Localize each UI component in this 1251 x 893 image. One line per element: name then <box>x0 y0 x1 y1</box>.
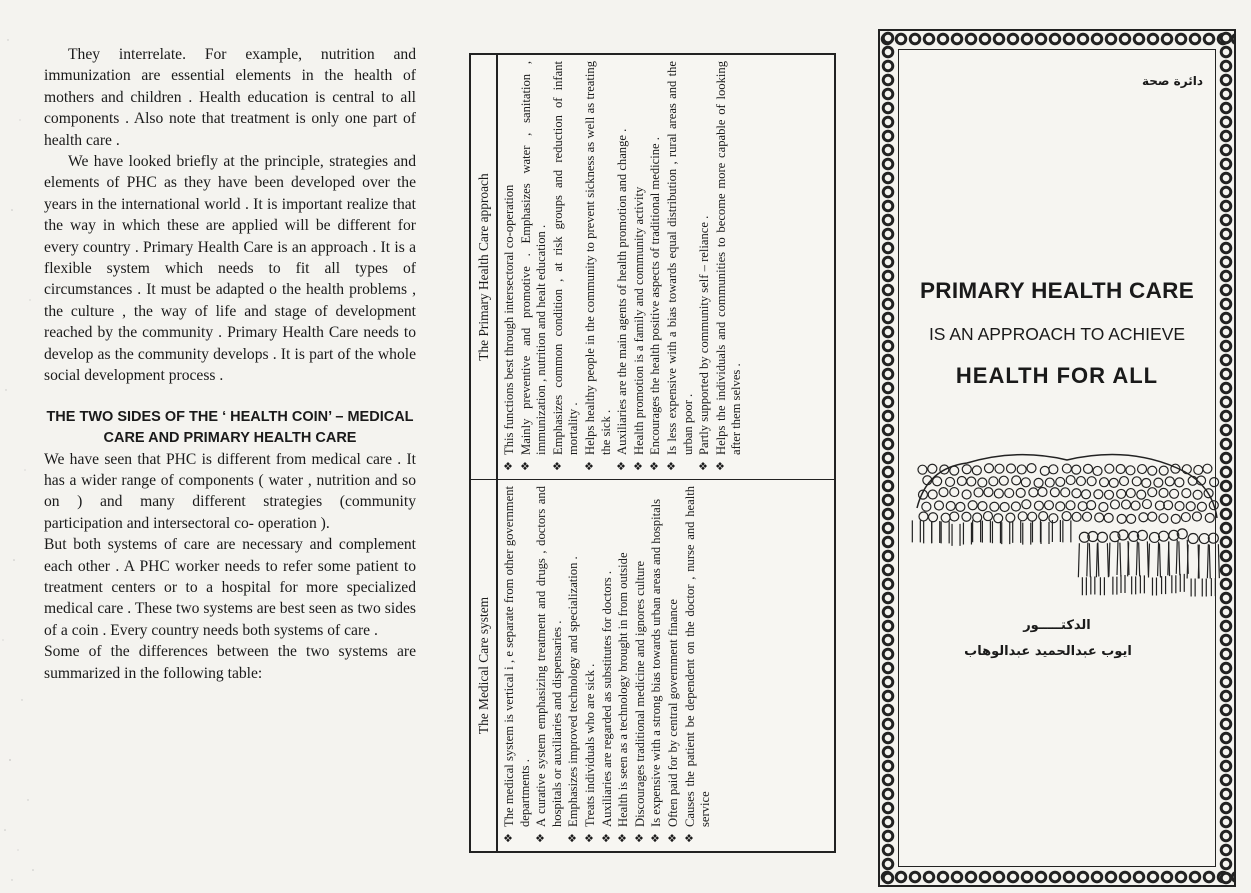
cover-inner <box>898 49 1216 867</box>
doctor-name: ايوب عبدالحميد عبدالوهاب <box>964 644 1132 659</box>
list-item: ❖ The medical system is vertical i , e separate from other government departments . <box>502 486 533 843</box>
list-item: ❖ Is expensive with a strong bias towards urban areas and hospitals <box>649 486 665 843</box>
left-text-column <box>44 44 416 684</box>
table-header-row <box>471 55 498 851</box>
comparison-table <box>469 53 836 853</box>
cover-title: PRIMARY HEALTH CARE <box>919 278 1195 303</box>
list-item: ❖ Health promotion is a family and community activity <box>632 61 648 471</box>
doctor-title: الدكتـــــور <box>1023 618 1091 633</box>
section-heading: THE TWO SIDES OF THE ‘ HEALTH COIN’ – MEDICAL CARE AND PRIMARY HEALTH CARE <box>46 408 414 446</box>
list-item: ❖ Helps the individuals and communities to become more capable of looking after them selves . <box>714 61 745 471</box>
list-item: ❖ Is less expensive with a bias towards equal distribution , rural areas and the urban poor . <box>665 61 696 471</box>
list-item: ❖ Auxiliaries are regarded as substitutes for doctors . <box>600 486 616 843</box>
list-item: ❖ Treats individuals who are sick . <box>583 486 599 843</box>
paragraph: Some of the differences between the two systems are summarized in the following table: <box>44 643 416 682</box>
list-item: ❖ Often paid for by central government finance <box>666 486 682 843</box>
cover-subtitle: IS AN APPROACH TO ACHIEVE <box>928 324 1186 344</box>
crowd-illustration <box>907 438 1229 598</box>
list-item: ❖ Emphasizes common condition , at risk groups and reduction of infant mortality . <box>551 61 582 471</box>
list-item: ❖ Partly supported by community self – reliance . <box>697 61 713 471</box>
decorative-chain-border-left <box>880 31 896 885</box>
list-item: ❖ Auxiliaries are the main agents of health promotion and change . <box>615 61 631 471</box>
paragraph: They interrelate. For example, nutrition and immunization are essential elements in the health of mothers and children . Health education is central to all components . Also note that treatment is only one part of health care . <box>44 46 416 149</box>
phc-cell <box>498 55 834 479</box>
list-item: ❖ Emphasizes improved technology and specialization . <box>566 486 582 843</box>
table-header-phc: The Primary Health Care approach <box>475 173 491 361</box>
cover-slogan: HEALTH FOR ALL <box>955 363 1159 388</box>
paragraph: But both systems of care are necessary and complement each other . A PHC worker needs to refer some patient to treatment centers or to a hospital for more specialized medical care . These two systems are best seen as two sides of a coin . Every country needs both systems of care . <box>44 536 416 639</box>
list-item: ❖ Helps healthy people in the community to prevent sickness as well as treating the sick . <box>583 61 614 471</box>
decorative-chain-border-bottom <box>880 869 1234 885</box>
comparison-table-rotated <box>471 55 834 851</box>
list-item: ❖ This functions best through intersectoral co-operation <box>502 61 518 471</box>
scan-noise <box>0 0 40 893</box>
table-header-medical-care: The Medical Care system <box>471 479 496 851</box>
paragraph: We have looked briefly at the principle, strategies and elements of PHC as they have been developed over the years in the international world . It is important realize that the way in which these are applied will be different for every country . Primary Health Care is an approach . It is a flexible system which needs to fit all types of circumstances . It must be adapted o the health problems , the culture , the way of life and stage of development reached by the community . Primary Health Care needs to develop as the community develops . It is part of the whole social development process . <box>44 153 416 385</box>
list-item: ❖ Discourages traditional medicine and ignores culture <box>633 486 649 843</box>
table-body-row <box>498 55 834 851</box>
cover-panel <box>878 29 1236 887</box>
list-item: ❖ Causes the patient be dependent on the doctor , nurse and health service <box>683 486 714 843</box>
paragraph: We have seen that PHC is different from medical care . It has a wider range of components ( water , nutrition and so on ) and many different strategies (community participation and intersectoral co- operation ). <box>44 450 416 532</box>
list-item: ❖ A curative system emphasizing treatment and drugs , doctors and hospitals or auxiliaries and dispensaries . <box>534 486 565 843</box>
list-item: ❖ Mainly preventive and promotive . Emphasizes water , sanitation , immunization , nutrition and healt education . <box>519 61 550 471</box>
department-label: دائرة صحة <box>1141 74 1203 88</box>
list-item: ❖ Encourages the health positive aspects of traditional medicine . <box>648 61 664 471</box>
decorative-chain-border-top <box>880 31 1234 47</box>
list-item: ❖ Health is seen as a technology brought in from outside <box>616 486 632 843</box>
medical-care-cell <box>498 479 834 851</box>
